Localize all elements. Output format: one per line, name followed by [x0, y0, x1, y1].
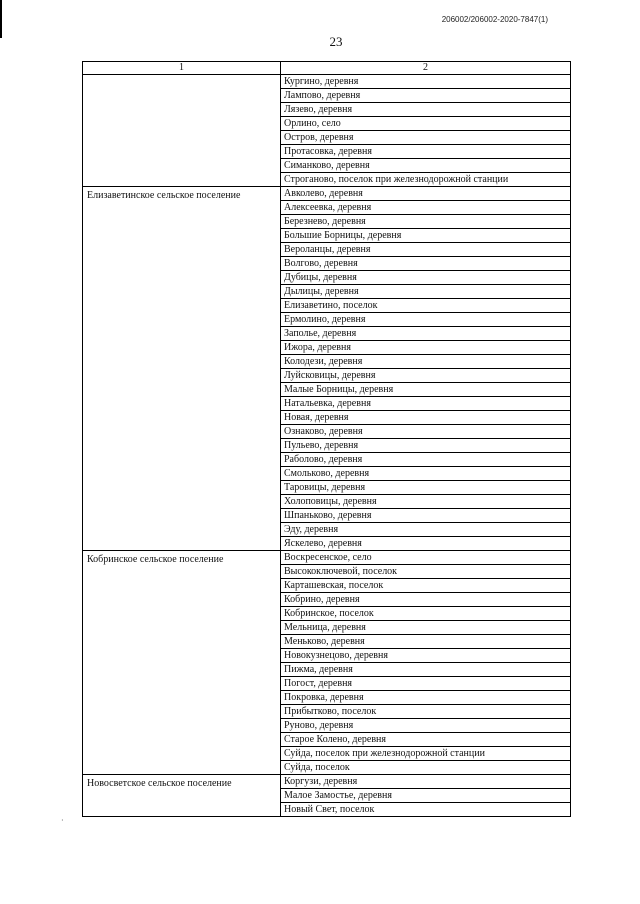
document-id: 206002/206002-2020-7847(1): [441, 15, 548, 24]
page-number: 23: [329, 34, 343, 49]
place-item: Лампово, деревня: [281, 89, 570, 103]
place-item: Шпаньково, деревня: [281, 509, 570, 523]
table-header-row: [83, 62, 571, 75]
place-item: Луйсковицы, деревня: [281, 369, 570, 383]
place-item: Березнево, деревня: [281, 215, 570, 229]
place-item: Лязево, деревня: [281, 103, 570, 117]
places-cell: [281, 75, 571, 187]
place-item: Заполье, деревня: [281, 327, 570, 341]
place-item: Пижма, деревня: [281, 663, 570, 677]
place-item: Смольково, деревня: [281, 467, 570, 481]
place-item: Новокузнецово, деревня: [281, 649, 570, 663]
place-item: Суйда, поселок при железнодорожной станции: [281, 747, 570, 761]
place-item: Остров, деревня: [281, 131, 570, 145]
place-item: Меньково, деревня: [281, 635, 570, 649]
settlement-name: Кобринское сельское поселение: [87, 554, 224, 565]
place-item: Раболово, деревня: [281, 453, 570, 467]
place-item: Дубицы, деревня: [281, 271, 570, 285]
place-item: Покровка, деревня: [281, 691, 570, 705]
settlements-table: [82, 61, 571, 817]
place-item: Ознаково, деревня: [281, 425, 570, 439]
place-item: Суйда, поселок: [284, 762, 350, 773]
place-item: Яскелево, деревня: [284, 538, 362, 549]
places-cell: [281, 551, 571, 775]
place-item: Новый Свет, поселок: [284, 804, 375, 815]
column-header-2: 2: [281, 62, 571, 75]
place-item: Алексеевка, деревня: [281, 201, 570, 215]
settlement-cell: [83, 75, 281, 187]
stray-mark: ·: [61, 816, 64, 825]
place-item: Ижора, деревня: [281, 341, 570, 355]
place-item: Воскресенское, село: [281, 551, 570, 565]
place-item: Старое Колено, деревня: [281, 733, 570, 747]
place-item: Натальевка, деревня: [281, 397, 570, 411]
settlement-name: Елизаветинское сельское поселение: [87, 190, 241, 201]
place-item: Дылицы, деревня: [281, 285, 570, 299]
margin-line: [0, 0, 2, 38]
place-item: Строганово, поселок при железнодорожной станции: [284, 174, 509, 185]
settlement-cell: [83, 775, 281, 817]
place-item: Кобрино, деревня: [281, 593, 570, 607]
places-cell: [281, 775, 571, 817]
place-item: Симанково, деревня: [281, 159, 570, 173]
place-item: Волгово, деревня: [281, 257, 570, 271]
table-row: [83, 75, 571, 187]
place-item: Карташевская, поселок: [281, 579, 570, 593]
place-item: Холоповицы, деревня: [281, 495, 570, 509]
place-item: Протасовка, деревня: [281, 145, 570, 159]
place-item: Малые Борницы, деревня: [281, 383, 570, 397]
place-item: Ермолино, деревня: [281, 313, 570, 327]
places-cell: [281, 187, 571, 551]
place-item: Колодези, деревня: [281, 355, 570, 369]
place-item: Кобринское, поселок: [281, 607, 570, 621]
place-item: Большие Борницы, деревня: [281, 229, 570, 243]
table-row: [83, 775, 571, 817]
place-item: Прибытково, поселок: [281, 705, 570, 719]
place-item: Новая, деревня: [281, 411, 570, 425]
table-row: [83, 187, 571, 551]
place-item: Таровицы, деревня: [281, 481, 570, 495]
place-item: Высокоключевой, поселок: [281, 565, 570, 579]
place-item: Пульево, деревня: [281, 439, 570, 453]
place-item: Руново, деревня: [281, 719, 570, 733]
place-item: Елизаветино, поселок: [281, 299, 570, 313]
table-body: [83, 75, 571, 817]
place-item: Эду, деревня: [281, 523, 570, 537]
settlement-cell: [83, 551, 281, 775]
place-item: Погост, деревня: [281, 677, 570, 691]
place-item: Кургино, деревня: [281, 75, 570, 89]
place-item: Мельница, деревня: [281, 621, 570, 635]
column-header-1: 1: [83, 62, 281, 75]
place-item: Вероланцы, деревня: [281, 243, 570, 257]
place-item: Малое Замостье, деревня: [281, 789, 570, 803]
place-item: Авколево, деревня: [281, 187, 570, 201]
place-item: Коргузи, деревня: [281, 775, 570, 789]
settlement-name: Новосветское сельское поселение: [87, 778, 232, 789]
table-row: [83, 551, 571, 775]
place-item: Орлино, село: [281, 117, 570, 131]
settlement-name: [83, 75, 280, 77]
settlement-cell: [83, 187, 281, 551]
